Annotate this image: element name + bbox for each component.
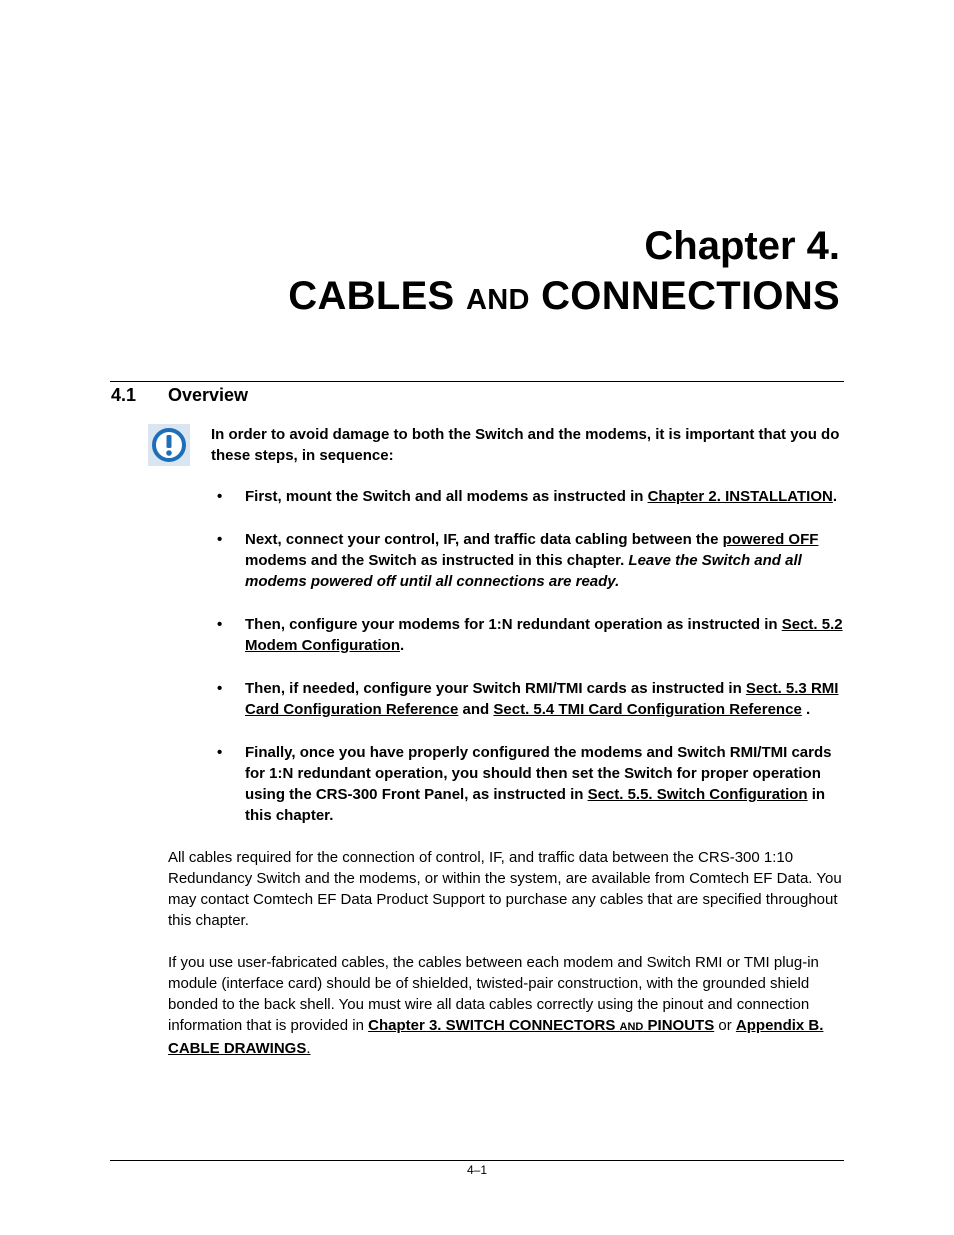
bullet-icon: • — [217, 488, 223, 505]
important-exclamation-icon — [148, 424, 190, 466]
page-number: 4–1 — [466, 1163, 488, 1177]
link-chapter-2[interactable]: Chapter 2. INSTALLATION — [647, 488, 833, 505]
paragraph-user-fabricated: If you use user-fabricated cables, the cables between each modem and Switch RMI or TMI plug-in module (interface card) should be of shielded, twisted-pair construction, with the grounded shield bonded to the back shell. You must wire all data cables correctly using the pinout and connection information that is provided in Chapter 3. SWITCH CONNECTORS AND PINOUTS or Appendix B. CABLE DRAWINGS. — [168, 954, 824, 1057]
list-item: • Then, configure your modems for 1:N redundant operation as instructed in Sect. 5.2 Modem Configuration. — [217, 616, 843, 654]
section-heading — [111, 385, 248, 406]
link-sect-5-5[interactable]: Sect. 5.5. Switch Configuration — [587, 786, 808, 803]
link-sect-5-2[interactable]: Sect. 5.2 Modem Configuration — [245, 616, 843, 654]
paragraph-cables-available: All cables required for the connection of control, IF, and traffic data between the CRS-300 1:10 Redundancy Switch and the modems, or within the system, are available from Comtech EF Data. You may contact Comtech EF Data Product Support to purchase any cables that are specified throughout this chapter. — [168, 849, 842, 929]
bullet-icon: • — [217, 531, 223, 548]
bullet-icon: • — [217, 680, 223, 697]
chapter-title — [288, 226, 840, 316]
list-item: • Finally, once you have properly configured the modems and Switch RMI/TMI cards for 1:N redundant operation, you should then set the Switch for proper operation using the CRS-300 Front Panel, as instructed in Sect. 5.5. Switch Configuration in this chapter. — [217, 744, 832, 824]
section-number: 4.1 — [111, 385, 137, 405]
footer-divider — [110, 1160, 844, 1161]
bullet-icon: • — [217, 616, 223, 633]
link-chapter-3[interactable]: Chapter 3. SWITCH CONNECTORS AND PINOUTS — [368, 1017, 715, 1034]
notice-text: In order to avoid damage to both the Switch and the modems, it is important that you do these steps, in sequence: — [211, 426, 840, 464]
link-sect-5-4[interactable]: Sect. 5.4 TMI Card Configuration Reference — [493, 701, 802, 718]
list-item: • Next, connect your control, IF, and traffic data cabling between the powered OFF modems and the Switch as instructed in this chapter. Leave the Switch and all modems powered off until all connections are ready. — [217, 531, 819, 590]
list-item: • Then, if needed, configure your Switch RMI/TMI cards as instructed in Sect. 5.3 RMI Card Configuration Reference and Sect. 5.4 TMI Card Configuration Reference . — [217, 680, 839, 718]
link-appendix-b[interactable]: Appendix B. CABLE DRAWINGS — [168, 1017, 824, 1057]
step-list — [215, 486, 855, 848]
chapter-number: Chapter 4. — [644, 224, 840, 268]
link-sect-5-3[interactable]: Sect. 5.3 RMI Card Configuration Reference — [245, 680, 839, 718]
section-title: Overview — [168, 385, 249, 405]
list-item: • First, mount the Switch and all modems as instructed in Chapter 2. INSTALLATION. — [217, 488, 838, 505]
section-divider — [110, 381, 844, 382]
bullet-icon: • — [217, 744, 223, 761]
chapter-name: CABLES AND CONNECTIONS — [288, 274, 840, 318]
link-powered-off[interactable]: powered OFF — [722, 531, 819, 548]
